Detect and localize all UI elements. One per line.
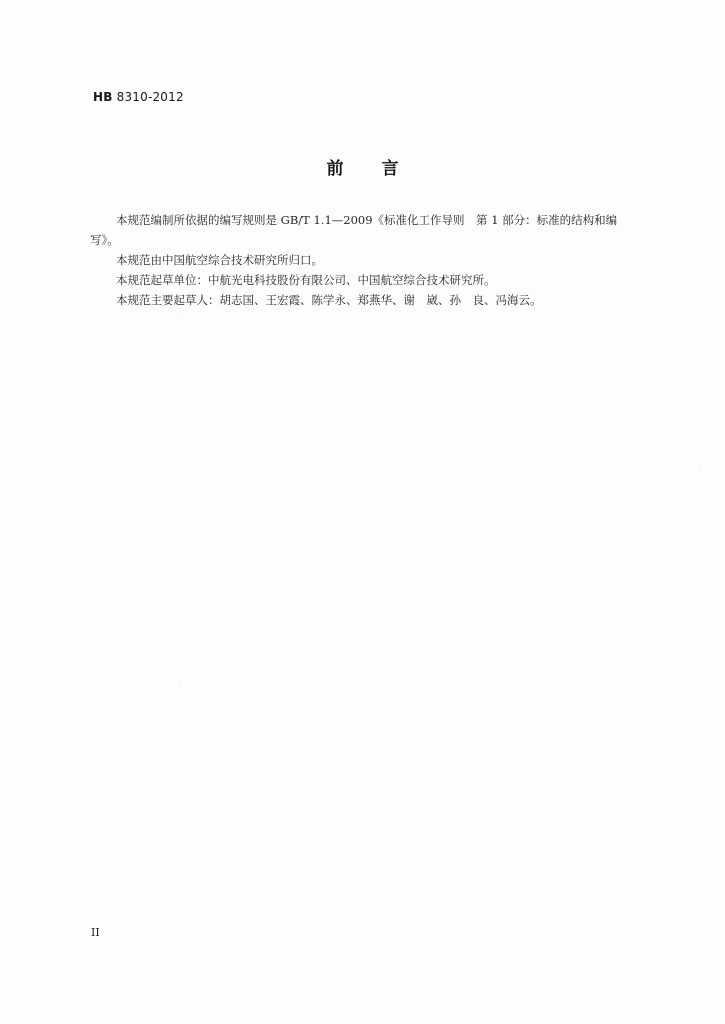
section-title [0, 154, 725, 179]
scan-speck [180, 683, 181, 684]
foreword-body [90, 210, 645, 310]
standard-code-prefix: HB [93, 90, 113, 104]
paragraph-responsible-unit: 本规范由中国航空综合技术研究所归口。 [116, 253, 323, 267]
paragraph-drafting-rules-line2: 写》。 [90, 233, 119, 247]
paragraph-drafting-rules-line1: 本规范编制所依据的编写规则是 GB/T 1.1—2009《标准化工作导则 第 1 部分：标准的结构和编 [116, 213, 618, 227]
standard-code-number: 8310-2012 [112, 90, 184, 104]
scan-speck [700, 470, 701, 471]
paragraph-drafters: 本规范主要起草人：胡志国、王宏霞、陈学永、郑燕华、谢 崴、孙 良、冯海云。 [116, 293, 542, 307]
paragraph-drafting-rules [90, 210, 645, 250]
standard-code-header [93, 90, 184, 104]
title-char-2: 言 [381, 159, 399, 179]
scan-speck [178, 318, 179, 319]
paragraph-drafting-units: 本规范起草单位：中航光电科技股份有限公司、中国航空综合技术研究所。 [116, 273, 496, 287]
page-number: II [91, 926, 100, 939]
title-char-1: 前 [326, 159, 344, 179]
